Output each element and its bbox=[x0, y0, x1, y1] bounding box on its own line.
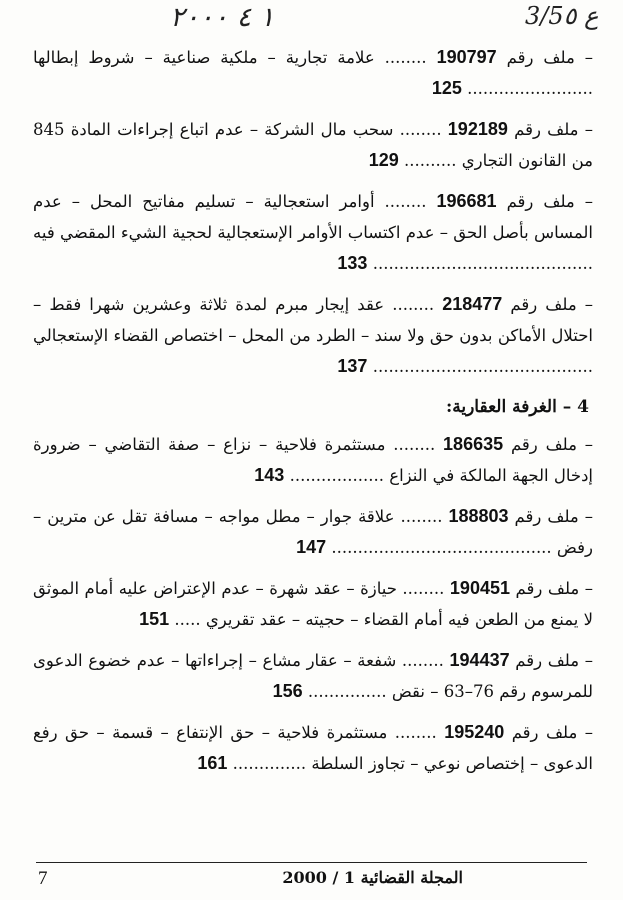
file-number: 186635 bbox=[443, 434, 504, 454]
file-number: 195240 bbox=[444, 722, 505, 742]
file-number: 188803 bbox=[448, 506, 509, 526]
entry-text bbox=[33, 42, 593, 104]
entry-prefix: – ملف رقم bbox=[510, 295, 594, 314]
index-entry bbox=[33, 501, 593, 563]
index-entry bbox=[33, 186, 593, 279]
index-entry bbox=[33, 717, 593, 779]
entry-description: ........ مستثمرة فلاحية – حق الإنتفاع – قسمة – حق رفع الدعوى – إختصاص نوعي – تجاوز السلطة .............. bbox=[33, 723, 593, 773]
entry-description: ........ سحب مال الشركة – عدم اتباع إجراءات المادة 845 من القانون التجاري .......... bbox=[33, 120, 593, 170]
entry-text bbox=[33, 573, 593, 635]
file-number: 194437 bbox=[449, 650, 510, 670]
entry-prefix: – ملف رقم bbox=[514, 507, 593, 526]
entry-text bbox=[33, 289, 593, 382]
entry-description: ........ علامة تجارية – ملكية صناعية – شروط إبطالها ........................ bbox=[33, 48, 593, 98]
entry-description: ........ أوامر استعجالية – تسليم مفاتيح المحل – عدم المساس بأصل الحق – عدم اكتساب الأوامر الإستعجالية لحجية الشيء المقضي فيه .......................................... bbox=[33, 192, 593, 273]
entry-text bbox=[33, 186, 593, 279]
page-ref: 133 bbox=[337, 253, 368, 273]
commercial-entries bbox=[33, 42, 593, 382]
handwritten-note-left: ١ ٤ ٢٠٠٠ bbox=[170, 2, 275, 33]
entry-prefix: – ملف رقم bbox=[506, 48, 594, 67]
entry-description: ........ مستثمرة فلاحية – نزاع – صفة التقاضي – ضرورة إدخال الجهة المالكة في النزاع .................. bbox=[33, 435, 593, 485]
file-number: 196681 bbox=[436, 191, 497, 211]
entry-text bbox=[33, 645, 593, 707]
entry-prefix: – ملف رقم bbox=[514, 120, 593, 139]
index-entry bbox=[33, 114, 593, 176]
page-ref: 147 bbox=[296, 537, 327, 557]
page-ref: 129 bbox=[368, 150, 399, 170]
entry-prefix: – ملف رقم bbox=[510, 435, 594, 454]
entry-prefix: – ملف رقم bbox=[515, 651, 593, 670]
index-entry bbox=[33, 573, 593, 635]
file-number: 190451 bbox=[449, 578, 510, 598]
real-estate-entries bbox=[33, 429, 593, 779]
entry-description: ........ شفعة – عقار مشاع – إجراءاتها – عدم خضوع الدعوى للمرسوم رقم 76–63 – نقض ............... bbox=[33, 651, 593, 701]
handwritten-note-right: 3/5ع ٥ bbox=[525, 2, 599, 30]
index-entry bbox=[33, 289, 593, 382]
entry-text bbox=[33, 717, 593, 779]
page-ref: 151 bbox=[139, 609, 170, 629]
footer-rule bbox=[36, 862, 587, 863]
footer-journal-title: المجلة القضائية 1 / 2000 bbox=[282, 868, 463, 887]
entry-prefix: – ملف رقم bbox=[511, 723, 593, 742]
index-entry bbox=[33, 429, 593, 491]
page-ref: 143 bbox=[254, 465, 285, 485]
footer-page-number: 7 bbox=[38, 868, 48, 889]
page-footer bbox=[36, 866, 587, 896]
index-entry bbox=[33, 42, 593, 104]
section-heading-real-estate: 4 – الغرفة العقارية: bbox=[445, 397, 589, 417]
file-number: 192189 bbox=[447, 119, 508, 139]
entry-text bbox=[33, 501, 593, 563]
entry-prefix: – ملف رقم bbox=[515, 579, 593, 598]
file-number: 218477 bbox=[442, 294, 503, 314]
page-ref: 125 bbox=[431, 78, 462, 98]
index-content bbox=[33, 42, 593, 789]
entry-text bbox=[33, 114, 593, 176]
entry-text bbox=[33, 429, 593, 491]
file-number: 190797 bbox=[436, 47, 497, 67]
page-ref: 161 bbox=[197, 753, 228, 773]
entry-description: ........ علاقة جوار – مطل مواجه – مسافة تقل عن مترين – رفض .......................................... bbox=[33, 507, 593, 557]
entry-prefix: – ملف رقم bbox=[506, 192, 593, 211]
page-ref: 156 bbox=[272, 681, 303, 701]
index-entry bbox=[33, 645, 593, 707]
entry-description: ........ حيازة – عقد شهرة – عدم الإعتراض عليه أمام الموثق لا يمنع من الطعن فيه أمام القضاء – حجيته – عقد تقريري ..... bbox=[33, 579, 593, 629]
page-ref: 137 bbox=[337, 356, 368, 376]
entry-description: ........ عقد إيجار مبرم لمدة ثلاثة وعشرين شهرا فقط – احتلال الأماكن بدون حق ولا سند – الطرد من المحل – اختصاص القضاء الإستعجالي .......................................... bbox=[33, 295, 593, 376]
